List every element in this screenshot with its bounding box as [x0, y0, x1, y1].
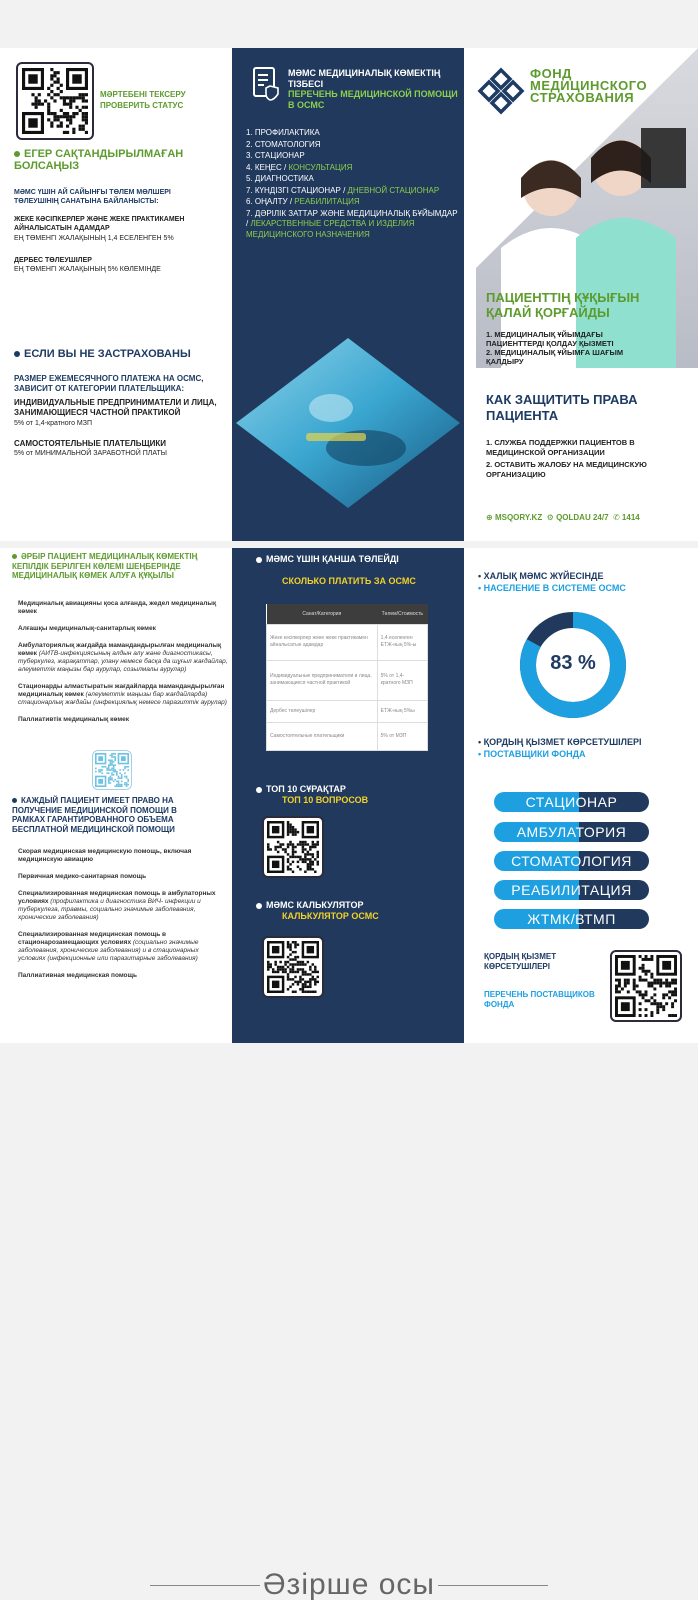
how-much-kz: МӘМС ҮШІН ҚАНША ТӨЛЕЙДІ — [256, 554, 436, 565]
web-icon: ⊕ — [486, 513, 493, 522]
table-header: Санат/Категория — [267, 604, 378, 624]
status-qr-code[interactable] — [16, 62, 94, 140]
top-questions-kz: ТОП 10 СҰРАҚТАР — [256, 784, 436, 795]
rights-ru-title: КАК ЗАЩИТИТЬ ПРАВА ПАЦИЕНТА — [486, 392, 638, 423]
care-item-ru: ЛЕКАРСТВЕННЫЕ СРЕДСТВА И ИЗДЕЛИЯ МЕДИЦИНСКОГО НАЗНАЧЕНИЯ — [246, 219, 415, 239]
selfpaid-kz-rate: ЕҢ ТӨМЕНГІ ЖАЛАҚЫНЫҢ 5% КӨЛЕМІНДЕ — [14, 266, 161, 273]
pill-stacionar: СТАЦИОНАР — [494, 792, 649, 812]
population-percent: 83 % — [550, 652, 596, 674]
selfpaid-ru-rate: 5% от МИНИМАЛЬНОЙ ЗАРАБОТНОЙ ПЛАТЫ — [14, 450, 167, 457]
phone-link[interactable]: 1414 — [621, 513, 640, 522]
care-entry-title: Алғашқы медициналық-санитарлық көмек — [18, 625, 156, 632]
care-item-kz: 7. КҮНДІЗГІ СТАЦИОНАР / — [246, 185, 348, 195]
calculator-kz: МӘМС КАЛЬКУЛЯТОР — [256, 900, 436, 911]
rights-ru-2: 2. ОСТАВИТЬ ЖАЛОБУ НА МЕДИЦИНСКУЮ ОРГАНИЗАЦИЮ — [486, 460, 647, 479]
bullet-icon — [256, 787, 262, 793]
care-list-item — [246, 140, 458, 151]
payment-panel — [232, 548, 464, 1043]
qr-code-icon — [267, 821, 319, 873]
bullet-icon — [256, 903, 262, 909]
payment-kz: МӘМС ҮШІН АЙ САЙЫНҒЫ ТӨЛЕМ МӨЛШЕРІ ТӨЛЕУШІНІҢ САНАТЫНА БАЙЛАНЫСТЫ: — [14, 189, 171, 205]
care-list — [246, 128, 458, 241]
entrepreneurs-ru-rate: 5% от 1,4-кратного МЗП — [14, 420, 93, 427]
care-entry-title: Паллиативная медицинская помощь — [18, 972, 137, 979]
how-much-ru: СКОЛЬКО ПЛАТИТЬ ЗА ОСМС — [282, 576, 416, 586]
table-cell: 1,4 еселенген ЕТЖ-ның 5%-ы — [377, 624, 427, 660]
entrepreneurs-ru: ИНДИВИДУАЛЬНЫЕ ПРЕДПРИНИМАТЕЛИ И ЛИЦА, ЗАНИМАЮЩИЕСЯ ЧАСТНОЙ ПРАКТИКОЙ — [14, 398, 217, 417]
entrepreneurs-kz-rate: ЕҢ ТӨМЕНГІ ЖАЛАҚЫНЫҢ 1,4 ЕСЕЛЕНГЕН 5% — [14, 235, 174, 242]
calculator-qr-code[interactable] — [262, 936, 324, 998]
population-label: • ХАЛЫҚ МӘМС ЖҮЙЕСІНДЕ • НАСЕЛЕНИЕ В СИСТЕМЕ ОСМС — [478, 571, 626, 593]
bullet-icon — [14, 151, 20, 157]
care-entry-title: Первичная медико-санитарная помощь — [18, 873, 147, 880]
brochure-inner-side — [0, 548, 698, 1043]
bullet-icon — [12, 798, 17, 803]
kz-care-list — [18, 600, 228, 733]
rights-qr-code[interactable] — [92, 750, 132, 790]
care-list-title-kz: МӘМС МЕДИЦИНАЛЫҚ КӨМЕКТІҢ ТІЗБЕСІ — [288, 68, 441, 89]
care-entry — [18, 931, 228, 963]
care-entry — [18, 600, 228, 616]
table-cell: 5% от МЗП — [377, 722, 427, 750]
uninsured-ru-title: ЕСЛИ ВЫ НЕ ЗАСТРАХОВАНЫ — [14, 348, 224, 360]
table-row — [267, 700, 428, 722]
table-cell: Жеке кәсіпкерлер және жеке практикамен айналысатын адамдар — [267, 624, 378, 660]
site-link[interactable]: MSQORY.KZ — [494, 513, 543, 522]
rights-kz-title: ПАЦИЕНТТІҢ ҚҰҚЫҒЫН ҚАЛАЙ ҚОРҒАЙДЫ — [486, 290, 640, 320]
qr-code-icon — [22, 68, 88, 134]
care-list-item — [246, 209, 458, 241]
care-entry-note: (профилактика и диагностика ВИЧ- инфекции и туберкулеза, травмы, социально значимые заболевания, хронические заболевания) — [18, 898, 201, 921]
pill-stomatologiya: СТОМАТОЛОГИЯ — [494, 851, 649, 871]
providers-qr-code[interactable] — [610, 950, 682, 1022]
care-entry-title: Стационарды алмастыратын жағдайларда мамандандырылған медициналық көмек — [18, 683, 225, 698]
verify-status-kz: МӘРТЕБЕНІ ТЕКСЕРУ — [100, 90, 186, 99]
fund-logo-text: ФОНД МЕДИЦИНСКОГО СТРАХОВАНИЯ — [530, 66, 648, 105]
table-cell: ЕТЖ-ның 5%ы — [377, 700, 427, 722]
care-entry — [18, 625, 228, 633]
care-entry — [18, 848, 228, 864]
phone-icon: ✆ — [612, 513, 620, 522]
uninsured-kz-title: ЕГЕР САҚТАНДЫРЫЛМАҒАН БОЛСАҢЫЗ — [14, 148, 184, 172]
qoldau-link[interactable]: QOLDAU 24/7 — [556, 513, 609, 522]
care-entry-title: Скорая медицинская медицинскую помощь, включая медицинскую авиацию — [18, 848, 192, 863]
document-shield-icon — [252, 66, 280, 102]
right-ru-title: КАЖДЫЙ ПАЦИЕНТ ИМЕЕТ ПРАВО НА ПОЛУЧЕНИЕ МЕДИЦИНСКОЙ ПОМОЩИ В РАМКАХ ГАРАНТИРОВАННОГО ОБЪЕМА БЕСПЛАТНОЙ МЕДИЦИНСКОЙ ПОМОЩИ — [12, 796, 177, 834]
ru-care-list — [18, 848, 228, 989]
care-entry-title: Паллиативтік медициналық көмек — [18, 716, 130, 723]
selfpaid-ru: САМОСТОЯТЕЛЬНЫЕ ПЛАТЕЛЬЩИКИ — [14, 439, 166, 448]
surgery-photo — [236, 338, 460, 508]
care-list-item — [246, 163, 458, 174]
bullet-icon — [256, 557, 262, 563]
rights-kz-2: 2. МЕДИЦИНАЛЫҚ ҰЙЫМҒА ШАҒЫМ ҚАЛДЫРУ — [486, 348, 624, 366]
care-entry-title: Амбулаториялық жағдайда мамандандырылған медициналық көмек — [18, 642, 222, 657]
selfpaid-kz: ДЕРБЕС ТӨЛЕУШІЛЕР — [14, 257, 92, 264]
care-entry-note: (АИТВ-инфекциясының алдын алу және диагностикасы, туберкулез, жарақаттар, улану немесе басқа да шұғыл жағдайлар, әлеуметтік маңызы бар аурулар, созылмалы аурулар) — [18, 650, 228, 673]
qr-code-icon — [95, 753, 129, 787]
table-header: Төлем/Стоимость — [377, 604, 427, 624]
care-item-ru: ДНЕВНОЙ СТАЦИОНАР — [347, 185, 440, 195]
care-list-item — [246, 186, 458, 197]
verify-status-ru: ПРОВЕРИТЬ СТАТУС — [100, 101, 184, 110]
care-item-kz: 3. СТАЦИОНАР — [246, 151, 305, 160]
care-list-item — [246, 174, 458, 185]
care-entry — [18, 716, 228, 724]
care-item-ru: КОНСУЛЬТАЦИЯ — [288, 162, 353, 172]
qr-code-icon — [267, 941, 319, 993]
care-entry — [18, 873, 228, 881]
bottom-caption: Әзірше осы — [262, 1568, 435, 1600]
calculator-ru: КАЛЬКУЛЯТОР ОСМС — [282, 911, 379, 921]
providers-list-kz: ҚОРДЫҢ ҚЫЗМЕТ КӨРСЕТУШІЛЕРІ — [484, 952, 557, 971]
care-item-kz: 1. ПРОФИЛАКТИКА — [246, 128, 320, 137]
providers-label: • ҚОРДЫҢ ҚЫЗМЕТ КӨРСЕТУШІЛЕРІ • ПОСТАВЩИКИ ФОНДА — [478, 737, 642, 759]
right-kz-title: ӘРБІР ПАЦИЕНТ МЕДИЦИНАЛЫҚ КӨМЕКТІҢ КЕПІЛДІК БЕРІЛГЕН КӨЛЕМІ ШЕҢБЕРІНДЕ МЕДИЦИНАЛЫҚ КӨМЕК АЛУҒА ҚҰҚЫЛЫ — [12, 552, 198, 580]
care-item-kz: 7. ДӘРІЛІК ЗАТТАР ЖӘНЕ МЕДИЦИНАЛЫҚ БҰЙЫМДАР / — [246, 208, 458, 228]
table-cell: Дербес төлеушілер — [267, 700, 378, 722]
fund-logo-icon — [476, 66, 526, 116]
care-entry-title: Специализированная медицинская помощь в амбулаторных условиях — [18, 890, 216, 905]
bullet-icon — [12, 554, 17, 559]
gear-icon: ⚙ — [546, 513, 554, 522]
care-item-ru: РЕАБИЛИТАЦИЯ — [294, 197, 360, 206]
care-item-kz: 4. КЕҢЕС / — [246, 162, 289, 172]
table-row — [267, 624, 428, 660]
care-entry-title: Специализированная медицинская помощь в стационарозамещающих условиях — [18, 931, 167, 946]
care-list-item — [246, 128, 458, 139]
rights-ru-1: 1. СЛУЖБА ПОДДЕРЖКИ ПАЦИЕНТОВ В МЕДИЦИНСКОЙ ОРГАНИЗАЦИИ — [486, 438, 635, 457]
table-row — [267, 660, 428, 700]
care-entry — [18, 890, 228, 922]
qr-code-icon — [615, 955, 677, 1017]
care-list-item — [246, 151, 458, 162]
pill-vtmp: ЖТМК/ВТМП — [494, 909, 649, 929]
payment-ru: РАЗМЕР ЕЖЕМЕСЯЧНОГО ПЛАТЕЖА НА ОСМС, ЗАВИСИТ ОТ КАТЕГОРИИ ПЛАТЕЛЬЩИКА: — [14, 374, 204, 393]
bullet-icon — [14, 351, 20, 357]
table-row — [267, 722, 428, 750]
pill-reabilitaciya: РЕАБИЛИТАЦИЯ — [494, 880, 649, 900]
top-questions-ru: ТОП 10 ВОПРОСОВ — [282, 795, 369, 805]
top-questions-qr-code[interactable] — [262, 816, 324, 878]
brochure-outer-side — [0, 48, 698, 541]
table-cell: Индивидуальные предприниматели и лица, занимающиеся частной практикой — [267, 660, 378, 700]
rights-kz-1: 1. МЕДИЦИНАЛЫҚ ҰЙЫМДАҒЫ ПАЦИЕНТТЕРДІ ҚОЛДАУ ҚЫЗМЕТІ — [486, 330, 614, 348]
care-entry — [18, 972, 228, 980]
table-cell: Самостоятельные плательщики — [267, 722, 378, 750]
contacts-row — [486, 512, 696, 524]
care-entry-note: (социально значимые заболевания, хронические заболевания) и в стационарных условиях (инфекционные или паразитарные заболевания) — [18, 939, 199, 962]
care-item-kz: 5. ДИАГНОСТИКА — [246, 174, 314, 183]
care-list-title-ru: ПЕРЕЧЕНЬ МЕДИЦИНСКОЙ ПОМОЩИ В ОСМС — [288, 89, 458, 110]
care-entry-title: Медициналық авиацияны қоса алғанда, жедел медициналық көмек — [18, 600, 217, 615]
table-cell: 5% от 1,4-кратного МЗП — [377, 660, 427, 700]
care-item-kz: 2. СТОМАТОЛОГИЯ — [246, 139, 321, 149]
payment-table — [266, 604, 428, 751]
care-entry-note: (әлеуметтік маңызы бар жағдайларда) стационарлық жағдайы (инфекциялық немесе паразиттік аурулар) — [18, 691, 227, 706]
pill-ambulatoriya: АМБУЛАТОРИЯ — [494, 822, 649, 842]
care-item-kz: 6. ОҢАЛТУ / — [246, 197, 295, 206]
providers-list-ru: ПЕРЕЧЕНЬ ПОСТАВЩИКОВ ФОНДА — [484, 990, 595, 1009]
care-entry — [18, 642, 228, 674]
care-entry — [18, 683, 228, 707]
entrepreneurs-kz: ЖЕКЕ КӘСІПКЕРЛЕР ЖӘНЕ ЖЕКЕ ПРАКТИКАМЕН АЙНАЛЫСАТЫН АДАМДАР — [14, 216, 185, 232]
care-list-item — [246, 197, 458, 208]
